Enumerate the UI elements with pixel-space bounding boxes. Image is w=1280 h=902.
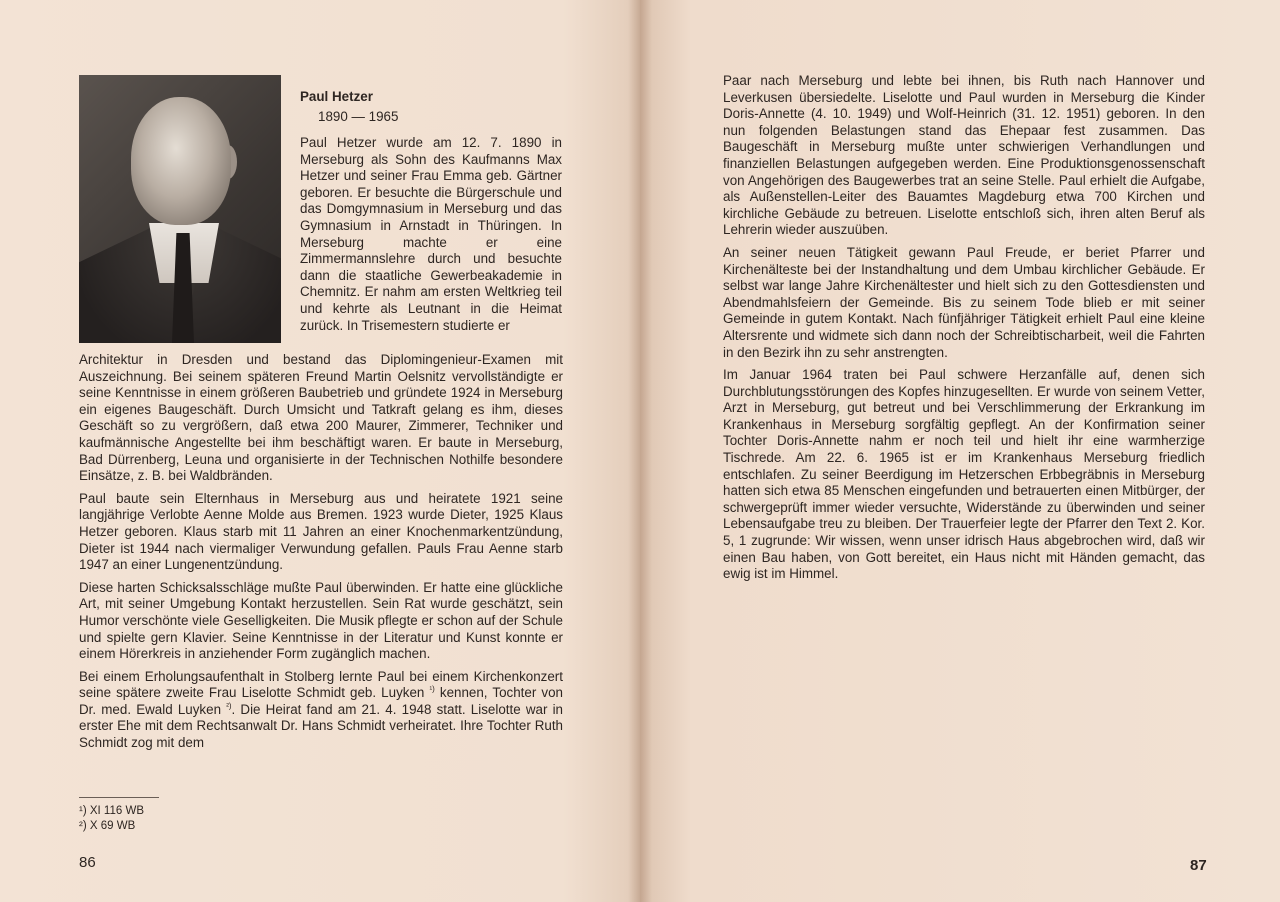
paragraph: Im Januar 1964 traten bei Paul schwere Herzanfälle auf, denen sich Durchblutungsstörungen des Kopfes hinzugesellten. Er wurde von seinem Vetter, Arzt in Merseburg, gut betreut und bei Verschlimmerung der Erkrankung im Krankenhaus in Merseburg sorgfältig gepflegt. An der Konfirmation seiner Tochter Doris-Annette nahm er noch teil und hielt ihr eine warmherzige Tischrede. Am 22. 6. 1965 ist er im Krankenhaus Merseburg friedlich entschlafen. Zu seiner Beerdigung im Hetzerschen Erbbegräbnis in Merseburg hatten sich etwa 85 Menschen eingefunden und betrauerten einen Mitbürger, der schwergeprüft immer wieder versuchte, Widerstände zu überwinden und seiner Lebensaufgabe treu zu bleiben. Der Trauerfeier legte der Pfarrer den Text 2. Kor. 5, 1 zugrunde: Wir wissen, wenn unser idrisch Haus abgebrochen wird, daß wir einen Bau haben, von Gott bereitet, ein Haus nicht mit Händen gemacht, das ewig ist im Himmel. — [723, 367, 1205, 582]
biography-title: Paul Hetzer — [300, 89, 373, 104]
footnote: ²) X 69 WB — [79, 820, 136, 832]
paragraph: Paul Hetzer wurde am 12. 7. 1890 in Merseburg als Sohn des Kaufmanns Max Hetzer und seiner Frau Emma geb. Gärtner geboren. Er besuchte die Bürgerschule und das Domgymnasium in Merseburg und das Gymnasium in Arnstadt in Thüringen. In Merseburg machte er eine Zimmermannslehre durch und besuchte dann die staatliche Gewerbeakademie in Chemnitz. Er nahm am ersten Weltkrieg teil und kehrte als Leutnant in die Heimat zurück. In Trisemestern studierte er — [300, 135, 562, 333]
right-main-text — [723, 73, 1205, 589]
footnote-ref: ²) — [226, 701, 232, 711]
footnote-ref: ¹) — [429, 684, 435, 694]
right-page — [640, 0, 1280, 902]
paragraph-with-footnotes: Bei einem Erholungsaufenthalt in Stolberg lernte Paul bei einem Kirchenkonzert seine spätere zweite Frau Liselotte Schmidt geb. Luyken $^{^1)}$ kennen, Tochter von Dr. med. Ewald Luyken $^{^2)}$. Die Heirat fand am 21. 4. 1948 statt. Liselotte war in erster Ehe mit dem Rechtsanwalt Dr. Hans Schmidt verheiratet. Ihre Tochter Ruth Schmidt zog mit dem — [79, 668, 563, 751]
biography-years: 1890 — 1965 — [318, 109, 399, 124]
paragraph: Paar nach Merseburg und lebte bei ihnen, bis Ruth nach Hannover und Leverkusen übersiedelte. Liselotte und Paul wurden in Merseburg die Kinder Doris-Annette (4. 10. 1949) und Wolf-Heinrich (31. 12. 1951) geboren. In den nun folgenden Belastungen stand das Ehepaar fest zusammen. Das Baugeschäft in Merseburg mußte unter schwierigen Verhandlungen und finanziellen Belastungen aufgegeben werden. Eine Produktionsgenossenschaft von Angehörigen des Baugewerbes trat an seine Stelle. Paul erhielt die Aufgabe, als Außenstellen-Leiter des Bauamtes Magdeburg etwa 700 Kirchen und kirchliche Gebäude zu betreuen. Liselotte entschloß sich, ihren alten Beruf als Lehrerin wieder auszuüben. — [723, 73, 1205, 238]
page-number: 87 — [1190, 857, 1207, 874]
paragraph: An seiner neuen Tätigkeit gewann Paul Freude, er beriet Pfarrer und Kirchenälteste bei der Instandhaltung und dem Umbau kirchlicher Gebäude. Er selbst war lange Jahre Kirchenältester und hielt sich zu den Gottesdiensten und Abendmahlsfeiern der Gemeinde. Bis zu seinem Tode blieb er mit seiner Gemeinde in gutem Kontakt. Nach fünfjähriger Tätigkeit erhielt Paul eine kleine Altersrente und widmete sich dann noch der Schreibtischarbeit, weil die Fahrten in den Bezirk ihn zu sehr anstrengten. — [723, 244, 1205, 360]
footnote-divider — [79, 797, 159, 798]
paragraph: Architektur in Dresden und bestand das Diplomingenieur-Examen mit Auszeichnung. Bei seinem späteren Freund Martin Oelsnitz vervollständigte er seine Kenntnisse in einem größeren Baubetrieb und gründete 1924 in Merseburg ein eigenes Baugeschäft. Durch Umsicht und Tatkraft gelang es ihm, dieses Geschäft so zu vergrößern, daß etwa 200 Maurer, Zimmerer, Techniker und kaufmännische Angestellte bei ihm beschäftigt waren. Er baute in Merseburg, Bad Dürrenberg, Leuna und organisierte in der Technischen Nothilfe besondere Einsätze, z. B. bei Waldbränden. — [79, 352, 563, 484]
footnotes — [79, 804, 144, 834]
side-paragraph — [300, 135, 562, 340]
left-main-text — [79, 352, 563, 758]
book-gutter — [628, 0, 652, 902]
portrait-photo — [79, 75, 281, 343]
footnote: ¹) XI 116 WB — [79, 805, 144, 817]
page-number: 86 — [79, 854, 96, 871]
paragraph: Paul baute sein Elternhaus in Merseburg aus und heiratete 1921 seine langjährige Verlobte Aenne Molde aus Bremen. 1923 wurde Dieter, 1925 Klaus Hetzer geboren. Klaus starb mit 11 Jahren an einer Knochenmarkentzündung, Dieter ist 1944 nach viermaliger Verwundung gefallen. Pauls Frau Aenne starb 1947 an einer Lungenentzündung. — [79, 490, 563, 573]
paragraph: Diese harten Schicksalsschläge mußte Paul überwinden. Er hatte eine glückliche Art, mit seiner Umgebung Kontakt herzustellen. Sein Rat wurde geschätzt, sein Humor verschönte viele Geselligkeiten. Die Musik pflegte er schon auf der Schule und spielte gern Klavier. Seine Kenntnisse in der Literatur und Kunst konnte er einem Hörerkreis in anziehender Form zugänglich machen. — [79, 579, 563, 662]
